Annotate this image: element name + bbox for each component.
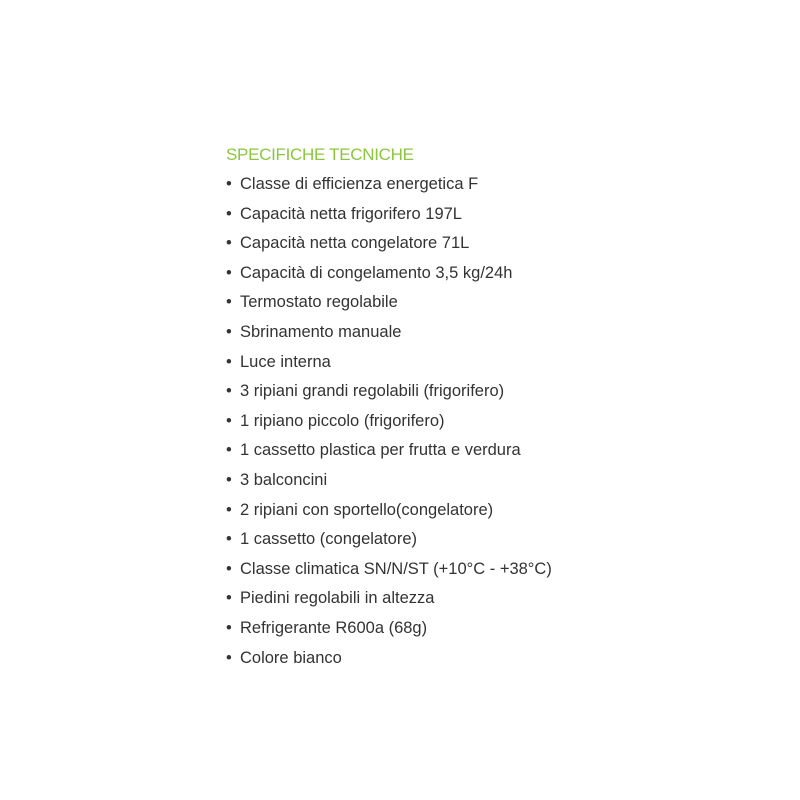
spec-item-adjustable-feet bbox=[226, 584, 766, 614]
spec-item-label: 1 cassetto plastica per frutta e verdura bbox=[240, 441, 521, 460]
spec-item-label: Sbrinamento manuale bbox=[240, 322, 402, 341]
spec-item-label: Termostato regolabile bbox=[240, 293, 398, 312]
spec-item-energy-class bbox=[226, 170, 766, 200]
bullet-icon: • bbox=[226, 411, 232, 430]
spec-item-large-shelves bbox=[226, 377, 766, 407]
spec-item-small-shelf bbox=[226, 407, 766, 437]
bullet-icon: • bbox=[226, 263, 232, 282]
spec-item-label: 1 cassetto (congelatore) bbox=[240, 530, 418, 549]
spec-item-crisper-drawer bbox=[226, 436, 766, 466]
spec-item-color bbox=[226, 644, 766, 674]
spec-item-label: Refrigerante R600a (68g) bbox=[240, 618, 428, 637]
spec-item-freezer-capacity bbox=[226, 229, 766, 259]
spec-item-freezer-shelves bbox=[226, 496, 766, 526]
spec-item-fridge-capacity bbox=[226, 200, 766, 230]
bullet-icon: • bbox=[226, 589, 232, 608]
spec-item-label: Capacità netta congelatore 71L bbox=[240, 234, 470, 253]
spec-item-thermostat bbox=[226, 288, 766, 318]
bullet-icon: • bbox=[226, 500, 232, 519]
spec-title: SPECIFICHE TECNICHE bbox=[226, 145, 414, 164]
spec-item-label: Piedini regolabili in altezza bbox=[240, 589, 435, 608]
bullet-icon: • bbox=[226, 204, 232, 223]
spec-list bbox=[226, 170, 766, 673]
bullet-icon: • bbox=[226, 234, 232, 253]
spec-item-label: Luce interna bbox=[240, 352, 331, 371]
spec-item-refrigerant bbox=[226, 614, 766, 644]
spec-item-label: Capacità netta frigorifero 197L bbox=[240, 204, 462, 223]
spec-item-freezer-drawer bbox=[226, 525, 766, 555]
bullet-icon: • bbox=[226, 322, 232, 341]
bullet-icon: • bbox=[226, 618, 232, 637]
bullet-icon: • bbox=[226, 441, 232, 460]
spec-item-climate-class bbox=[226, 555, 766, 585]
spec-item-label: Colore bianco bbox=[240, 648, 342, 667]
bullet-icon: • bbox=[226, 648, 232, 667]
bullet-icon: • bbox=[226, 382, 232, 401]
spec-item-label: 3 ripiani grandi regolabili (frigorifero) bbox=[240, 382, 505, 401]
bullet-icon: • bbox=[226, 175, 232, 193]
spec-item-defrost bbox=[226, 318, 766, 348]
spec-item-label: Classe climatica SN/N/ST (+10°C - +38°C) bbox=[240, 559, 552, 578]
bullet-icon: • bbox=[226, 530, 232, 549]
bullet-icon: • bbox=[226, 352, 232, 371]
bullet-icon: • bbox=[226, 559, 232, 578]
spec-item-label: Classe di efficienza energetica F bbox=[240, 175, 479, 193]
spec-item-label: Capacità di congelamento 3,5 kg/24h bbox=[240, 263, 513, 282]
spec-sheet bbox=[226, 143, 766, 673]
spec-item-label: 3 balconcini bbox=[240, 470, 328, 489]
spec-item-label: 1 ripiano piccolo (frigorifero) bbox=[240, 411, 445, 430]
bullet-icon: • bbox=[226, 293, 232, 312]
spec-item-freezing-capacity bbox=[226, 259, 766, 289]
spec-item-door-shelves bbox=[226, 466, 766, 496]
bullet-icon: • bbox=[226, 470, 232, 489]
spec-item-label: 2 ripiani con sportello(congelatore) bbox=[240, 500, 494, 519]
spec-item-interior-light bbox=[226, 348, 766, 378]
